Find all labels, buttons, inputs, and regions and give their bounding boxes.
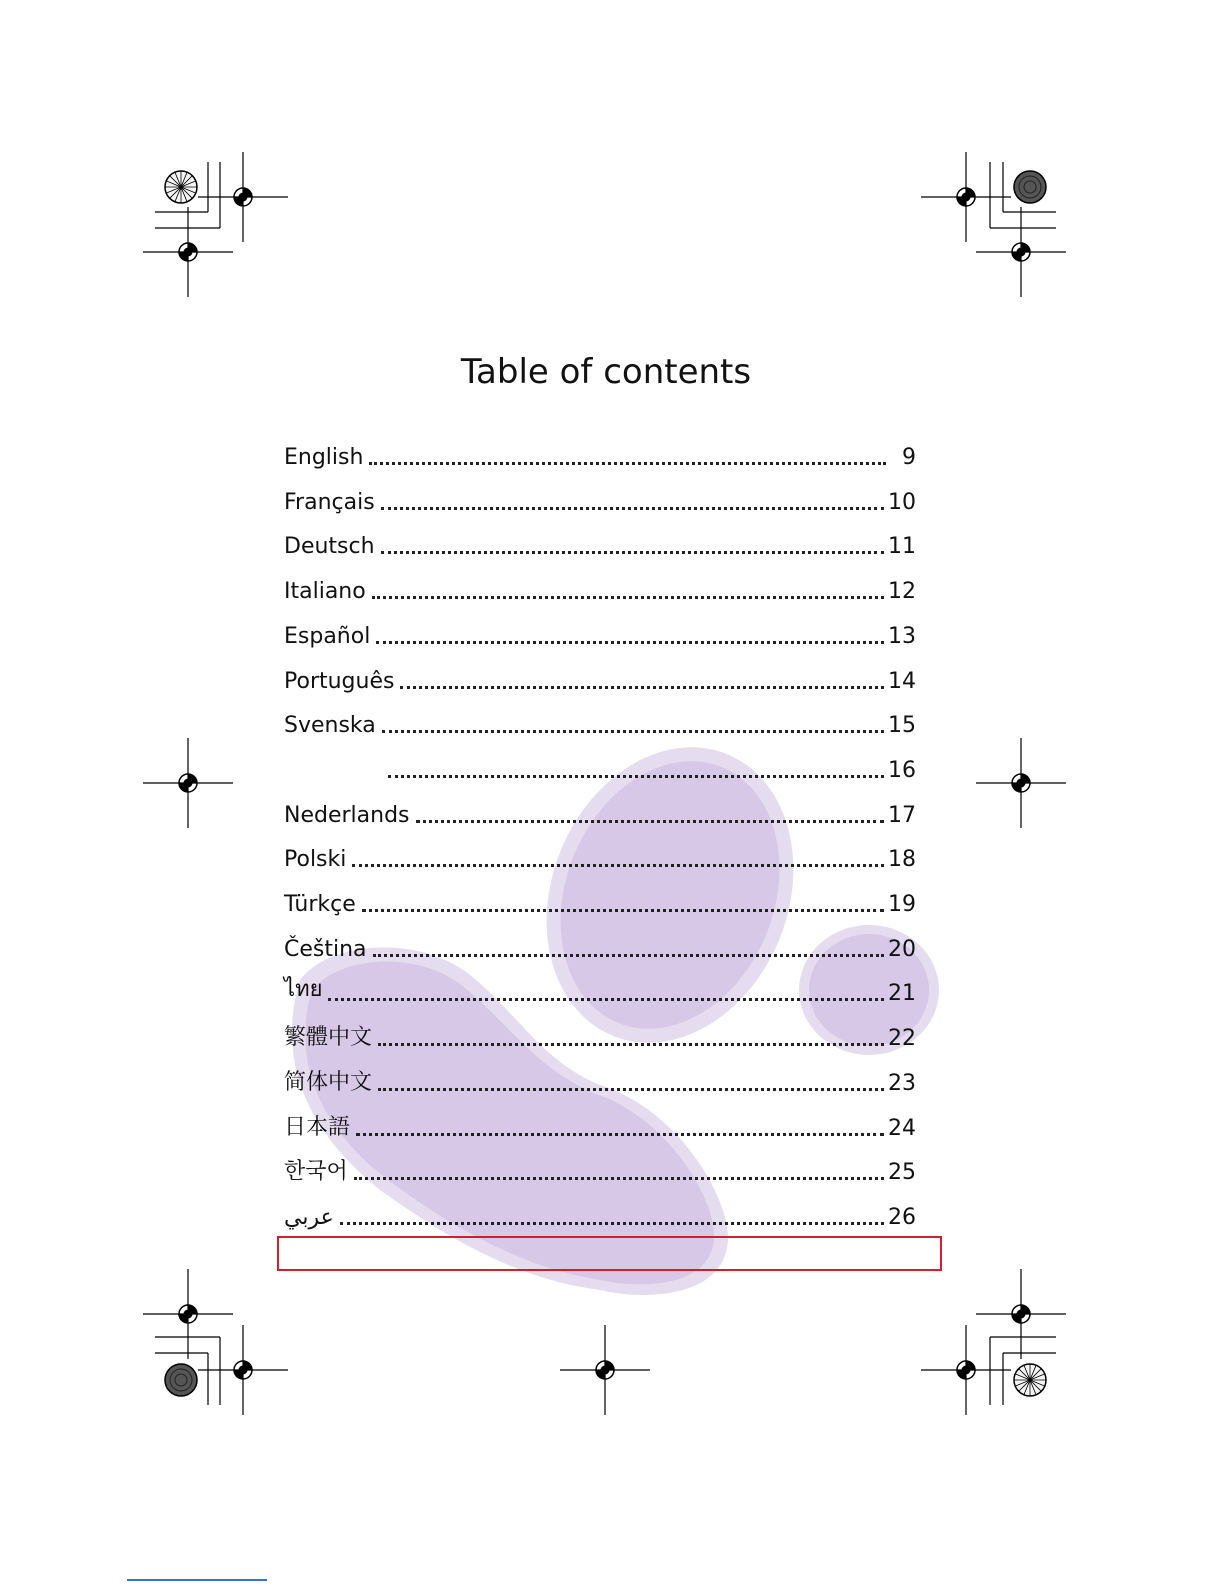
toc-row[interactable]: [284, 525, 916, 559]
toc-dot-leader: [354, 1177, 884, 1180]
toc-page-number: 26: [888, 1204, 916, 1230]
toc-row[interactable]: [284, 972, 916, 1006]
toc-label: Português: [284, 668, 395, 694]
toc-page-number: 12: [888, 579, 916, 605]
toc-label: 繁體中文: [284, 1025, 373, 1051]
toc-row[interactable]: [284, 838, 916, 872]
toc-dot-leader: [369, 462, 886, 465]
toc-dot-leader: [381, 507, 884, 510]
toc-row[interactable]: [284, 928, 916, 962]
toc-page-number: 22: [888, 1026, 916, 1052]
toc-page-number: 10: [888, 489, 916, 515]
toc-row[interactable]: [284, 615, 916, 649]
toc-dot-leader: [378, 1043, 884, 1046]
toc-label: Español: [284, 623, 371, 649]
toc-page-number: 25: [888, 1160, 916, 1186]
toc-row[interactable]: [284, 660, 916, 694]
toc-label: 简体中文: [284, 1069, 373, 1095]
toc-label: Türkçe: [284, 892, 356, 917]
toc-row[interactable]: [284, 570, 916, 604]
toc-label: ไทย: [284, 977, 323, 1003]
toc-row[interactable]: [284, 794, 916, 828]
toc-page-number: 19: [888, 892, 916, 917]
toc-dot-leader: [416, 820, 884, 823]
toc-label: 日本語: [284, 1114, 351, 1140]
toc-page-number: 18: [888, 847, 916, 873]
toc-dot-leader: [356, 1133, 884, 1136]
toc-dot-leader: [352, 864, 884, 867]
toc-row[interactable]: [284, 704, 916, 738]
toc-dot-leader: [372, 596, 884, 599]
toc-dot-leader: [376, 641, 884, 644]
toc-label: Čeština: [284, 936, 367, 962]
bottom-link-underline: [127, 1579, 267, 1581]
toc-label: Français: [284, 489, 375, 515]
toc-page-number: 14: [888, 668, 916, 694]
toc-label: عربي: [284, 1204, 334, 1230]
toc-page-number: 24: [888, 1115, 916, 1141]
toc-row[interactable]: [284, 1062, 916, 1096]
toc-dot-leader: [381, 551, 884, 554]
page-title: Table of contents: [460, 352, 752, 392]
toc-dot-leader: [362, 909, 884, 912]
toc-row[interactable]: [284, 1107, 916, 1141]
toc-dot-leader: [378, 1088, 884, 1091]
toc-dot-leader: [382, 730, 884, 733]
toc-page-number: 21: [888, 981, 916, 1007]
toc-label: English: [284, 445, 364, 470]
toc-row[interactable]: [284, 436, 916, 470]
toc-page-number: 11: [888, 534, 916, 560]
toc-label: 한국어: [284, 1159, 348, 1185]
toc-page-number: 16: [888, 757, 916, 783]
highlight-box: [277, 1236, 942, 1271]
toc-label: Deutsch: [284, 534, 375, 560]
toc-dot-leader: [340, 1222, 884, 1225]
toc-page-number: 23: [888, 1070, 916, 1096]
toc-row[interactable]: [284, 1017, 916, 1051]
toc-page-number: 20: [888, 936, 916, 962]
toc-row[interactable]: [284, 481, 916, 515]
toc-label: Nederlands: [284, 802, 410, 828]
toc-row[interactable]: [284, 749, 916, 783]
toc-dot-leader: [388, 775, 884, 778]
toc-dot-leader: [373, 954, 884, 957]
toc-label: Polski: [284, 847, 347, 873]
toc-page-number: 15: [888, 713, 916, 739]
toc-label: Svenska: [284, 713, 376, 739]
toc-dot-leader: [400, 686, 884, 689]
toc-row[interactable]: [284, 1196, 916, 1230]
toc-page-number: 13: [888, 623, 916, 649]
toc-label: Italiano: [284, 579, 366, 605]
toc-page-number: 9: [902, 445, 916, 470]
toc-row[interactable]: [284, 883, 916, 917]
toc-page-number: 17: [888, 802, 916, 828]
toc-row[interactable]: [284, 1151, 916, 1185]
toc-dot-leader: [328, 998, 884, 1001]
